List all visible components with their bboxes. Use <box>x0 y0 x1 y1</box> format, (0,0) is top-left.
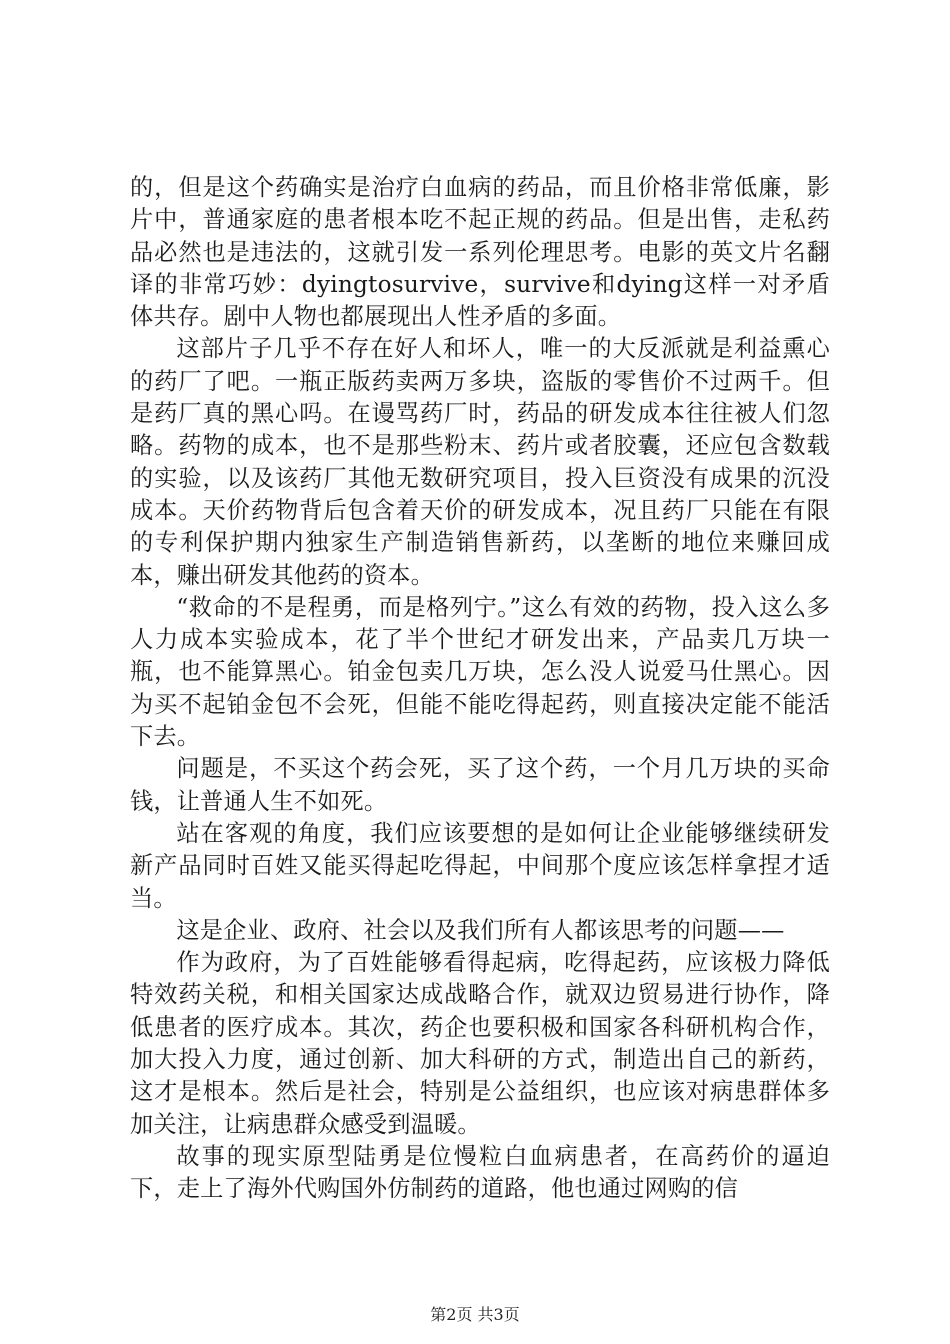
paragraph-6: 这是企业、政府、社会以及我们所有人都该思考的问题—— <box>176 916 785 944</box>
document-body <box>130 172 830 1206</box>
paragraph-5: 站在客观的角度，我们应该要想的是如何让企业能够继续研发新产品同时百姓又能买得起吃得起，中间那个度应该怎样拿捏才适当。 <box>130 819 830 912</box>
paragraph-2: 这部片子几乎不存在好人和坏人，唯一的大反派就是利益熏心的药厂了吧。一瓶正版药卖两万多块，盗版的零售价不过两千。但是药厂真的黑心吗。在谩骂药厂时，药品的研发成本往往被人们忽略。药物的成本，也不是那些粉末、药片或者胶囊，还应包含数载的实验，以及该药厂其他无数研究项目，投入巨资没有成果的沉没成本。天价药物背后包含着天价的研发成本，况且药厂只能在有限的专利保护期内独家生产制造销售新药，以垄断的地位来赚回成本，赚出研发其他药的资本。 <box>130 335 830 589</box>
paragraph-7: 作为政府，为了百姓能够看得起病，吃得起药，应该极力降低特效药关税，和相关国家达成战略合作，就双边贸易进行协作，降低患者的医疗成本。其次，药企也要积极和国家各科研机构合作，加大投入力度，通过创新、加大科研的方式，制造出自己的新药，这才是根本。然后是社会，特别是公益组织，也应该对病患群体多加关注，让病患群众感受到温暖。 <box>130 949 830 1138</box>
paragraph-3: “救命的不是程勇，而是格列宁。”这么有效的药物，投入这么多人力成本实验成本，花了半个世纪才研发出来，产品卖几万块一瓶，也不能算黑心。铂金包卖几万块，怎么没人说爱马仕黑心。因为买不起铂金包不会死，但能不能吃得起药，则直接决定能不能活下去。 <box>130 593 830 751</box>
paragraph-8: 故事的现实原型陆勇是位慢粒白血病患者，在高药价的逼迫下，走上了海外代购国外仿制药的道路，他也通过网购的信 <box>130 1142 830 1203</box>
paragraph-4: 问题是，不买这个药会死，买了这个药，一个月几万块的买命钱，让普通人生不如死。 <box>130 755 830 815</box>
paragraph-1: 的，但是这个药确实是治疗白血病的药品，而且价格非常低廉，影片中，普通家庭的患者根本吃不起正规的药品。但是出售，走私药品必然也是违法的，这就引发一系列伦理思考。电影的英文片名翻译的非常巧妙：dyingtosurvive，survive和dying这样一对矛盾体共存。剧中人物也都展现出人性矛盾的多面。 <box>130 174 830 331</box>
page-number-footer: 第2页 共3页 <box>430 1305 520 1324</box>
